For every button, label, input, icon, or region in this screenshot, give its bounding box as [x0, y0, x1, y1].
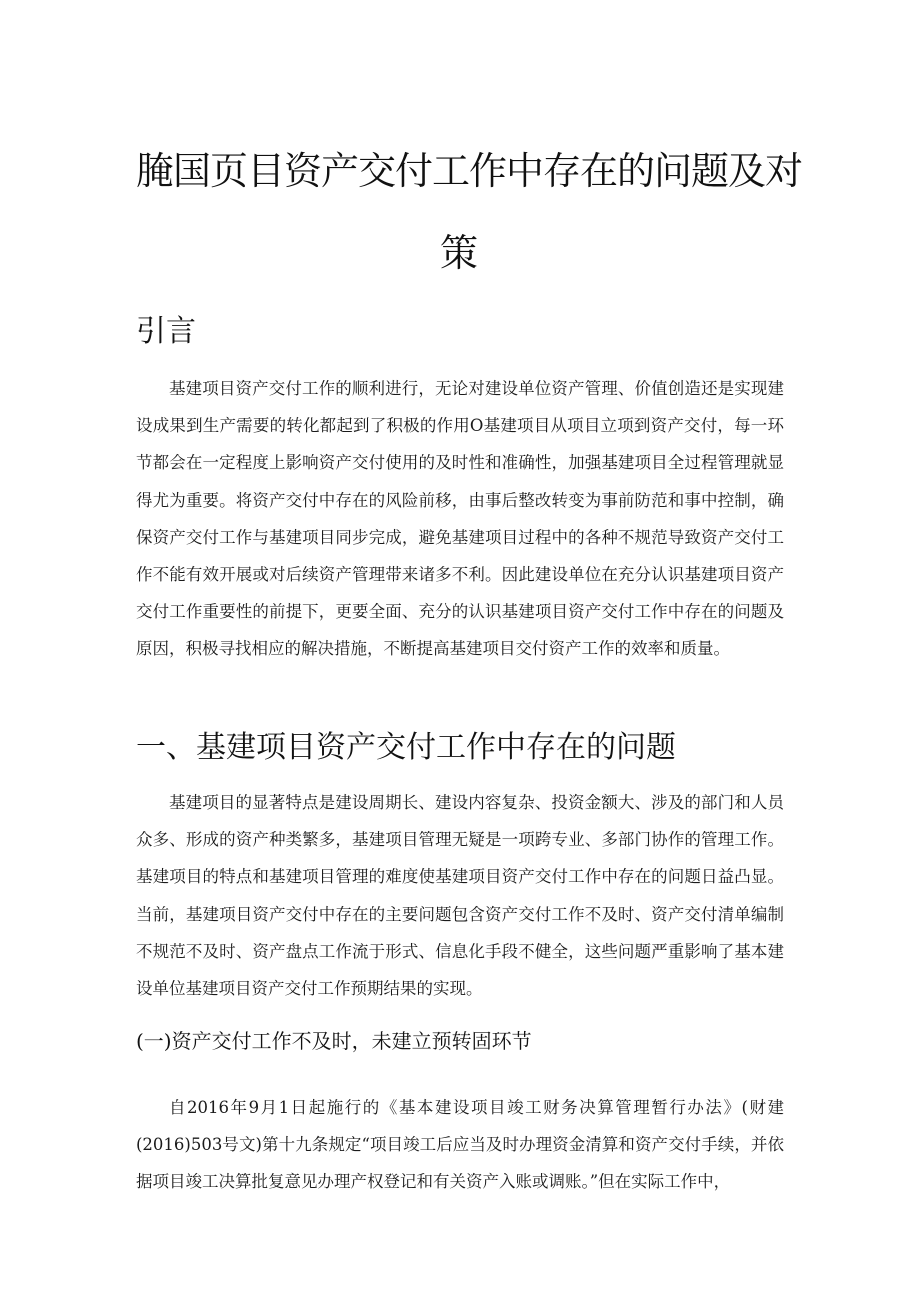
intro-paragraph: 基建项目资产交付工作的顺利进行，无论对建设单位资产管理、价值创造还是实现建设成果到生产需要的转化都起到了积极的作用O基建项目从项目立项到资产交付，每一环节都会在一定程度上影响资产交付使用的及时性和准确性，加强基建项目全过程管理就显得尤为重要。将资产交付中存在的风险前移，由事后整改转变为事前防范和事中控制，确保资产交付工作与基建项目同步完成，避免基建项目过程中的各种不规范导致资产交付工作不能有效开展或对后续资产管理带来诸多不利。因此建设单位在充分认识基建项目资产交付工作重要性的前提下，更要全面、充分的认识基建项目资产交付工作中存在的问题及原因，积极寻找相应的解决措施，不断提高基建项目交付资产工作的效率和质量。 [136, 379, 784, 659]
section-1-paragraph: 基建项目的显著特点是建设周期长、建设内容复杂、投资金额大、涉及的部门和人员众多、形成的资产种类繁多，基建项目管理无疑是一项跨专业、多部门协作的管理工作。基建项目的特点和基建项目管理的难度使基建项目资产交付工作中存在的问题日益凸显。当前，基建项目资产交付中存在的主要问题包含资产交付工作不及时、资产交付清单编制不规范不及时、资产盘点工作流于形式、信息化手段不健全，这些问题严重影响了基本建设单位基建项目资产交付工作预期结果的实现。 [136, 793, 784, 999]
intro-heading: 引言 [136, 314, 196, 349]
document-title-line-1: 腌国页目资产交付工作中存在的问题及对 [136, 149, 803, 193]
subsection-1-paragraph: 自2016年9月1日起施行的《基本建设项目竣工财务决算管理暂行办法》(财建(2016)503号文)第十九条规定“项目竣工后应当及时办理资金清算和资产交付手续，并依据项目竣工决算批复意见办理产权登记和有关资产入账或调账。”但在实际工作中， [136, 1098, 784, 1192]
document-title-line-2: 策 [440, 231, 478, 275]
section-1-heading: 一、基建项目资产交付工作中存在的问题 [136, 730, 676, 765]
subsection-1-heading: (一)资产交付工作不及时，未建立预转固环节 [136, 1029, 532, 1053]
